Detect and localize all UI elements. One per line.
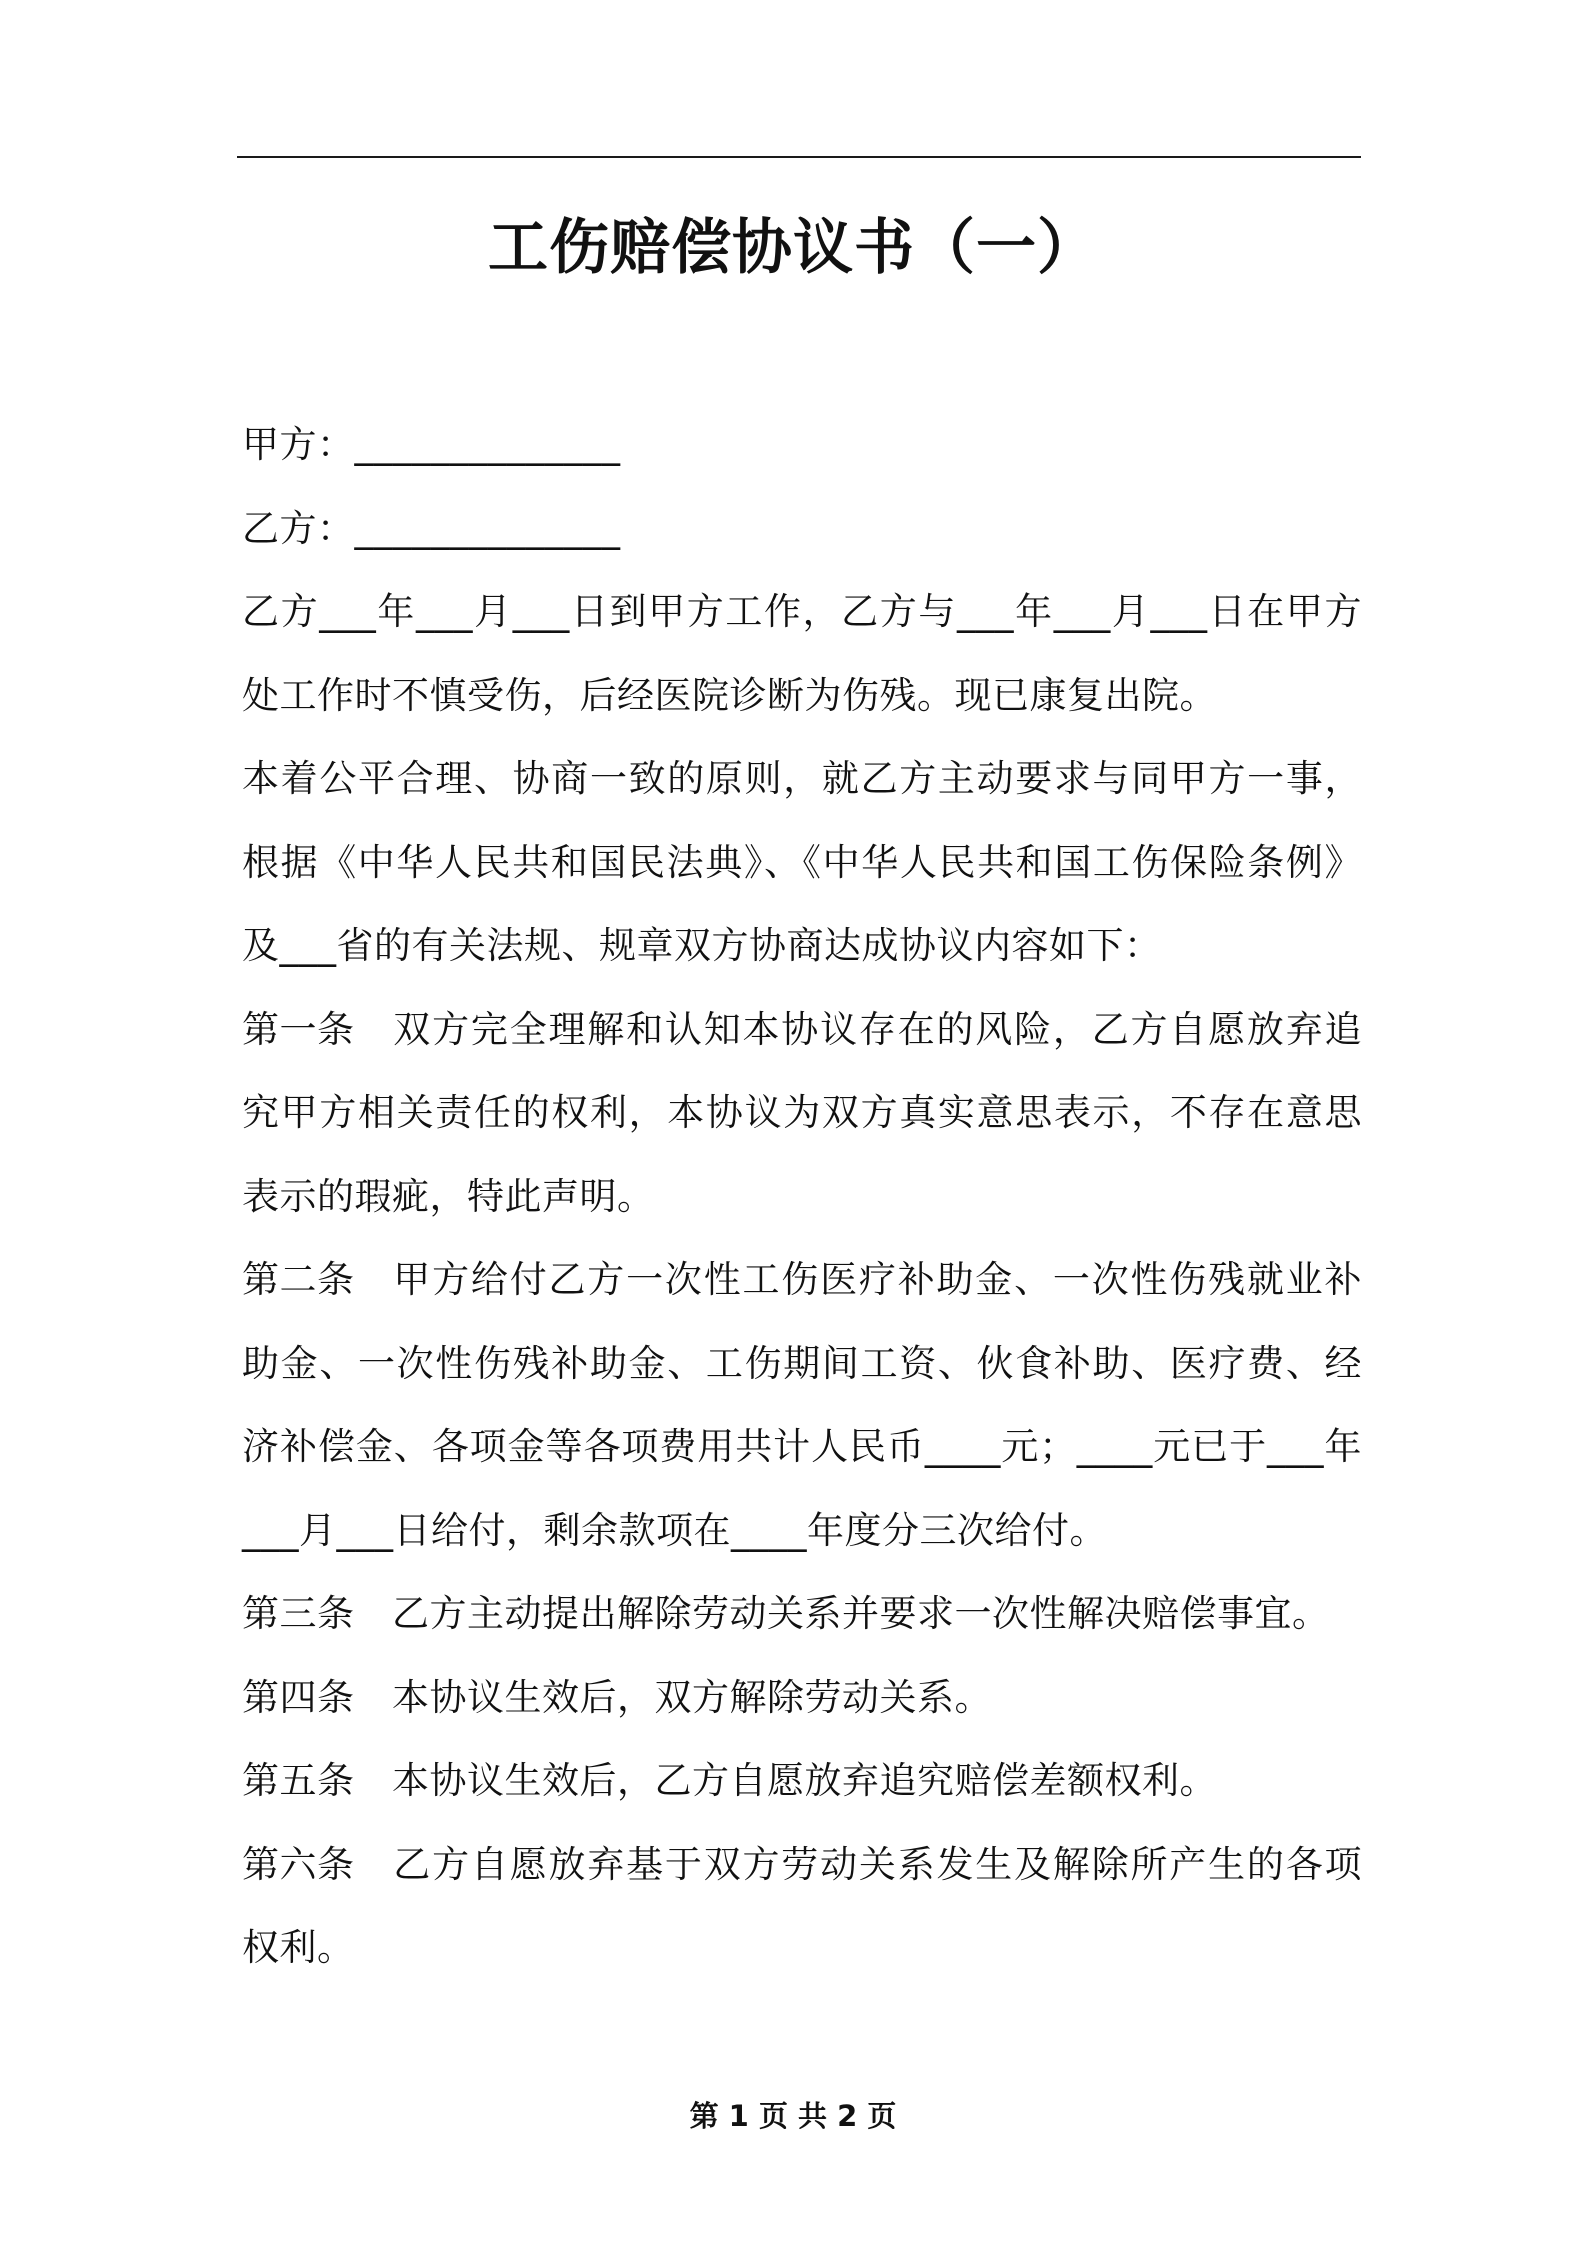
- article-3: [242, 1572, 1362, 1656]
- page-number-footer: 第 1 页 共 2 页: [689, 2099, 897, 2133]
- article-number: 第二条: [242, 1258, 355, 1301]
- article-number: 第五条: [242, 1759, 355, 1802]
- document-body: [242, 403, 1362, 1990]
- party-a-line: 甲方：______________: [242, 423, 621, 466]
- article-number: 第一条: [242, 1007, 355, 1051]
- principle-paragraph: 本着公平合理、协商一致的原则，就乙方主动要求与同甲方一事，根据《中华人民共和国民法典》、《中华人民共和国工伤保险条例》及___省的有关法规、规章双方协商达成协议内容如下：: [242, 757, 1362, 967]
- article-text: 甲方给付乙方一次性工伤医疗补助金、一次性伤残就业补助金、一次性伤残补助金、工伤期间工资、伙食补助、医疗费、经济补偿金、各项金等各项费用共计人民币____元；____元已于___年___月___日给付，剩余款项在____年度分三次给付。: [242, 1258, 1362, 1552]
- article-text: 本协议生效后，乙方自愿放弃追究赔偿差额权利。: [392, 1759, 1217, 1802]
- article-5: [242, 1739, 1362, 1823]
- article-4: [242, 1656, 1362, 1740]
- article-text: 乙方主动提出解除劳动关系并要求一次性解决赔偿事宜。: [392, 1592, 1330, 1635]
- article-text: 乙方自愿放弃基于双方劳动关系发生及解除所产生的各项权利。: [242, 1842, 1362, 1969]
- document-title: 工伤赔偿协议书（一）: [488, 213, 1098, 283]
- article-1: [242, 988, 1362, 1239]
- intro-paragraph: 乙方___年___月___日到甲方工作，乙方与___年___月___日在甲方处工作时不慎受伤，后经医院诊断为伤残。现已康复出院。: [242, 590, 1362, 717]
- article-2: [242, 1238, 1362, 1572]
- article-text: 本协议生效后，双方解除劳动关系。: [392, 1675, 992, 1719]
- article-text: 双方完全理解和认知本协议存在的风险，乙方自愿放弃追究甲方相关责任的权利，本协议为双方真实意思表示，不存在意思表示的瑕疵，特此声明。: [242, 1007, 1362, 1218]
- party-b-line: 乙方：______________: [242, 506, 621, 550]
- article-number: 第三条: [242, 1592, 355, 1635]
- article-number: 第六条: [242, 1842, 355, 1886]
- header-divider: [237, 156, 1361, 158]
- article-6: [242, 1823, 1362, 1990]
- article-number: 第四条: [242, 1675, 355, 1719]
